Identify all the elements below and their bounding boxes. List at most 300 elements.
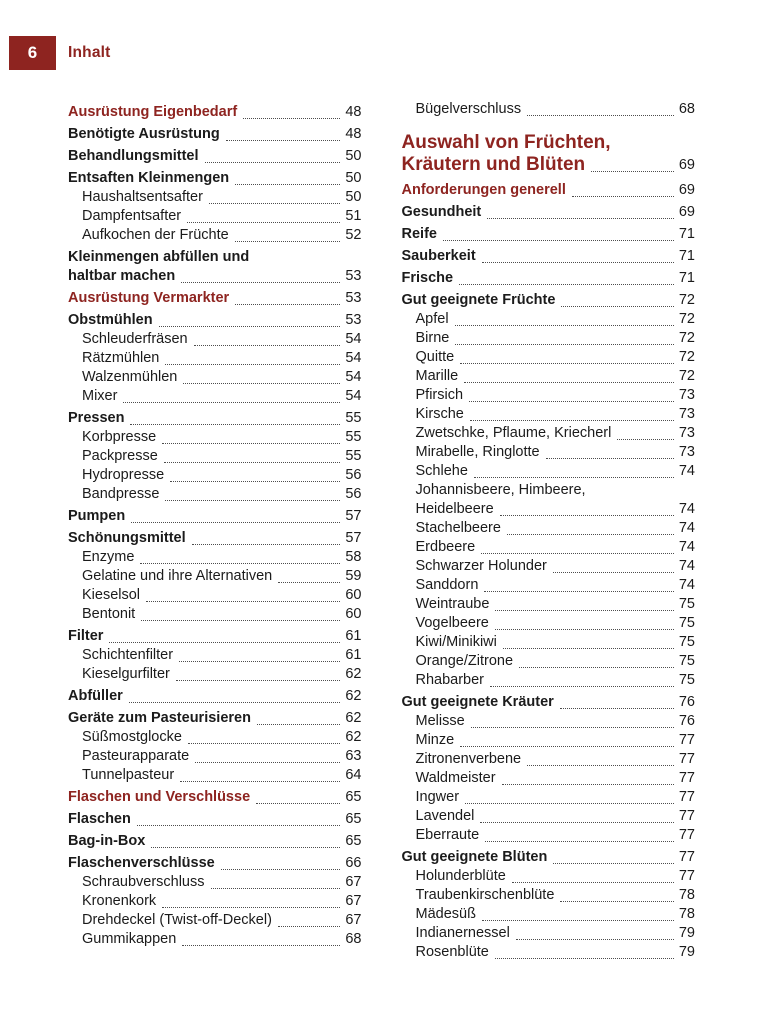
toc-entry — [68, 311, 362, 330]
toc-entry-label: Mädesüß — [415, 906, 476, 922]
toc-entry-row — [416, 905, 696, 924]
dotted-leader — [553, 863, 674, 864]
dotted-leader — [560, 901, 673, 902]
toc-page-number: 56 — [345, 486, 362, 502]
dotted-leader — [195, 762, 340, 763]
dotted-leader — [474, 477, 674, 478]
toc-entry-row — [416, 100, 696, 119]
dotted-leader — [235, 241, 341, 242]
toc-entry-label: Flaschen — [68, 811, 131, 827]
dotted-leader — [226, 140, 341, 141]
toc-entry-label: Walzenmühlen — [82, 369, 178, 385]
toc-columns — [0, 70, 765, 962]
dotted-leader — [146, 601, 340, 602]
dotted-leader — [165, 500, 340, 501]
toc-entry — [402, 132, 696, 176]
toc-entry — [68, 466, 362, 485]
toc-entry — [402, 788, 696, 807]
toc-entry-label: Zwetschke, Pflaume, Kriecherl — [415, 425, 612, 441]
toc-page-number: 62 — [345, 710, 362, 726]
dotted-leader — [131, 522, 340, 523]
toc-entry-label: Quitte — [415, 349, 455, 365]
toc-entry — [402, 712, 696, 731]
toc-page-number: 55 — [345, 410, 362, 426]
toc-page-number: 54 — [345, 369, 362, 385]
toc-entry-row — [82, 646, 362, 665]
toc-page-number: 79 — [678, 944, 695, 960]
toc-page-number: 57 — [345, 530, 362, 546]
page-header — [0, 0, 765, 70]
toc-page-number: 72 — [678, 368, 695, 384]
toc-entry — [68, 687, 362, 706]
dotted-leader — [617, 439, 674, 440]
toc-entry — [68, 646, 362, 665]
dotted-leader — [159, 326, 341, 327]
toc-entry-row — [82, 330, 362, 349]
toc-entry — [402, 924, 696, 943]
toc-page-number: 76 — [678, 694, 695, 710]
toc-page-number: 62 — [345, 688, 362, 704]
toc-entry-label: Drehdeckel (Twist-off-Deckel) — [82, 912, 272, 928]
toc-entry — [68, 930, 362, 949]
toc-entry-label: Pfirsich — [415, 387, 464, 403]
dotted-leader — [495, 629, 674, 630]
toc-entry-label: Reife — [401, 226, 437, 242]
toc-page-number: 77 — [678, 751, 695, 767]
toc-entry — [68, 507, 362, 526]
dotted-leader — [137, 825, 341, 826]
toc-page-number: 71 — [678, 270, 695, 286]
toc-entry — [402, 557, 696, 576]
toc-entry-label: Mixer — [82, 388, 118, 404]
toc-entry — [68, 911, 362, 930]
toc-entry-row — [416, 712, 696, 731]
toc-page-number: 75 — [678, 615, 695, 631]
toc-entry — [68, 627, 362, 646]
toc-entry-row — [416, 826, 696, 845]
toc-page-number: 72 — [678, 292, 695, 308]
toc-entry — [402, 652, 696, 671]
page-number: 6 — [27, 43, 38, 62]
toc-entry-label: Schraubverschluss — [82, 874, 205, 890]
dotted-leader — [490, 686, 674, 687]
toc-entry-label: Indianernessel — [415, 925, 510, 941]
toc-entry-row — [68, 709, 362, 728]
toc-entry-label: Weintraube — [415, 596, 490, 612]
toc-entry-row — [68, 103, 362, 122]
toc-entry — [402, 905, 696, 924]
dotted-leader — [516, 939, 674, 940]
toc-page-number: 69 — [678, 182, 695, 198]
toc-entry-label: Holunderblüte — [415, 868, 506, 884]
toc-page-number: 66 — [345, 855, 362, 871]
toc-page-number: 73 — [678, 444, 695, 460]
toc-entry-row — [402, 181, 696, 200]
toc-page-number: 73 — [678, 406, 695, 422]
toc-entry — [68, 330, 362, 349]
toc-entry — [402, 269, 696, 288]
dotted-leader — [205, 162, 341, 163]
toc-entry-row — [68, 627, 362, 646]
toc-entry-row — [68, 125, 362, 144]
dotted-leader — [561, 306, 673, 307]
toc-page-number: 61 — [345, 628, 362, 644]
toc-entry-row — [82, 930, 362, 949]
toc-page-number: 79 — [678, 925, 695, 941]
toc-entry — [402, 519, 696, 538]
toc-page-number: 68 — [345, 931, 362, 947]
toc-page-number: 61 — [345, 647, 362, 663]
toc-entry-label: Ausrüstung Vermarkter — [68, 290, 230, 306]
toc-entry-row — [82, 226, 362, 245]
dotted-leader — [482, 262, 674, 263]
toc-page-number: 76 — [678, 713, 695, 729]
toc-entry — [68, 409, 362, 428]
toc-entry — [402, 671, 696, 690]
dotted-leader — [443, 240, 674, 241]
toc-entry — [402, 225, 696, 244]
toc-entry-row — [68, 529, 362, 548]
dotted-leader — [469, 401, 674, 402]
toc-entry-label: Hydropresse — [82, 467, 165, 483]
toc-entry — [402, 595, 696, 614]
toc-entry — [68, 529, 362, 548]
dotted-leader — [182, 945, 340, 946]
toc-entry-row — [416, 633, 696, 652]
toc-page-number: 77 — [678, 732, 695, 748]
toc-entry-row — [82, 911, 362, 930]
toc-entry — [68, 368, 362, 387]
toc-entry-row — [416, 595, 696, 614]
toc-entry-row — [68, 289, 362, 308]
toc-entry-label: Aufkochen der Früchte — [82, 227, 229, 243]
toc-entry — [402, 943, 696, 962]
toc-entry-row — [82, 586, 362, 605]
dotted-leader — [235, 304, 340, 305]
toc-entry-label: Erdbeere — [415, 539, 476, 555]
toc-entry-row — [82, 485, 362, 504]
toc-entry-row — [82, 728, 362, 747]
dotted-leader — [165, 364, 340, 365]
toc-entry-row — [402, 291, 696, 310]
toc-entry-row — [416, 807, 696, 826]
toc-page-number: 48 — [345, 126, 362, 142]
toc-entry — [402, 424, 696, 443]
toc-entry-row — [416, 424, 696, 443]
toc-entry-label: Birne — [415, 330, 450, 346]
toc-page-number: 77 — [678, 849, 695, 865]
dotted-leader — [485, 841, 674, 842]
toc-entry-label: Lavendel — [415, 808, 475, 824]
dotted-leader — [460, 746, 674, 747]
toc-page-number: 71 — [678, 226, 695, 242]
dotted-leader — [162, 443, 340, 444]
toc-page-number: 57 — [345, 508, 362, 524]
toc-entry — [68, 766, 362, 785]
dotted-leader — [470, 420, 674, 421]
page-title: Inhalt — [68, 44, 111, 61]
toc-entry-label: Süßmostglocke — [82, 729, 182, 745]
toc-page-number: 74 — [678, 539, 695, 555]
toc-page-number: 48 — [345, 104, 362, 120]
toc-entry-label: Flaschen und Verschlüsse — [68, 789, 251, 805]
dotted-leader — [109, 642, 340, 643]
toc-entry-label: Orange/Zitrone — [415, 653, 514, 669]
dotted-leader — [560, 708, 674, 709]
toc-entry-label: Zitronenverbene — [415, 751, 522, 767]
toc-entry-row — [416, 614, 696, 633]
dotted-leader — [129, 702, 341, 703]
toc-entry — [402, 367, 696, 386]
toc-page-number: 77 — [678, 808, 695, 824]
toc-entry — [402, 348, 696, 367]
dotted-leader — [141, 620, 340, 621]
dotted-leader — [181, 282, 340, 283]
toc-entry-label: Enzyme — [82, 549, 135, 565]
toc-entry — [402, 329, 696, 348]
toc-entry-label: Bentonit — [82, 606, 136, 622]
toc-page-number: 62 — [345, 729, 362, 745]
toc-page-number: 75 — [678, 596, 695, 612]
toc-entry — [402, 443, 696, 462]
dotted-leader — [151, 847, 340, 848]
toc-page-number: 53 — [345, 290, 362, 306]
toc-entry — [68, 854, 362, 873]
toc-entry-label: Filter — [68, 628, 104, 644]
toc-column-left — [68, 100, 362, 962]
toc-entry-row — [402, 203, 696, 222]
toc-entry-row — [82, 548, 362, 567]
toc-entry-label: Melisse — [415, 713, 465, 729]
toc-entry-label: Bag-in-Box — [68, 833, 146, 849]
toc-page-number: 71 — [678, 248, 695, 264]
dotted-leader — [502, 784, 674, 785]
toc-entry — [402, 203, 696, 222]
toc-entry-row — [82, 665, 362, 684]
toc-entry-row — [82, 349, 362, 368]
toc-entry — [402, 405, 696, 424]
toc-entry-label: Obstmühlen — [68, 312, 153, 328]
dotted-leader — [480, 822, 674, 823]
toc-entry-label: Entsaften Kleinmengen — [68, 170, 230, 186]
toc-entry-label: Bandpresse — [82, 486, 160, 502]
toc-entry-row — [416, 462, 696, 481]
toc-page-number: 58 — [345, 549, 362, 565]
toc-entry-label: Schwarzer Holunder — [415, 558, 547, 574]
toc-entry — [402, 848, 696, 867]
toc-entry-row — [416, 671, 696, 690]
toc-page-number: 74 — [678, 558, 695, 574]
toc-entry-label: Haushaltsentsafter — [82, 189, 203, 205]
toc-entry-label: Schichtenfilter — [82, 647, 174, 663]
toc-entry-label: Schlehe — [415, 463, 468, 479]
toc-page-number: 78 — [678, 906, 695, 922]
toc-page-number: 64 — [345, 767, 362, 783]
toc-column-right — [402, 100, 696, 962]
toc-entry-row — [416, 443, 696, 462]
toc-entry-row — [416, 538, 696, 557]
toc-page-number: 72 — [678, 330, 695, 346]
toc-entry-row — [82, 605, 362, 624]
toc-entry-label: Gesundheit — [401, 204, 482, 220]
dotted-leader — [519, 667, 674, 668]
toc-entry — [68, 567, 362, 586]
toc-entry-row — [82, 747, 362, 766]
dotted-leader — [471, 727, 674, 728]
dotted-leader — [278, 582, 340, 583]
toc-page-number: 72 — [678, 349, 695, 365]
dotted-leader — [487, 218, 674, 219]
toc-entry — [68, 665, 362, 684]
dotted-leader — [179, 661, 340, 662]
dotted-leader — [170, 481, 340, 482]
toc-entry-row — [416, 557, 696, 576]
toc-entry-label: Anforderungen generell — [401, 182, 566, 198]
toc-page-number: 54 — [345, 350, 362, 366]
toc-entry-row — [68, 409, 362, 428]
toc-entry — [68, 832, 362, 851]
toc-entry-row — [416, 769, 696, 788]
toc-entry-row — [68, 832, 362, 851]
toc-entry — [68, 810, 362, 829]
toc-entry — [402, 291, 696, 310]
dotted-leader — [162, 907, 340, 908]
toc-entry-row — [68, 169, 362, 188]
toc-entry — [402, 100, 696, 119]
toc-entry-label: Traubenkirschenblüte — [415, 887, 555, 903]
toc-entry — [68, 447, 362, 466]
toc-page-number: 59 — [345, 568, 362, 584]
toc-entry — [402, 614, 696, 633]
toc-page-number: 67 — [345, 893, 362, 909]
dotted-leader — [500, 515, 674, 516]
toc-page-number: 52 — [345, 227, 362, 243]
toc-entry-label: Ausrüstung Eigenbedarf — [68, 104, 238, 120]
toc-entry-label: Eberraute — [415, 827, 480, 843]
toc-page-number: 75 — [678, 653, 695, 669]
dotted-leader — [123, 402, 340, 403]
toc-entry — [68, 709, 362, 728]
dotted-leader — [140, 563, 340, 564]
toc-entry-label: Kirsche — [415, 406, 464, 422]
toc-entry-label: Rhabarber — [415, 672, 485, 688]
toc-page-number: 54 — [345, 388, 362, 404]
toc-entry-row — [82, 766, 362, 785]
toc-entry-row — [416, 405, 696, 424]
toc-page-number: 62 — [345, 666, 362, 682]
toc-page-number: 65 — [345, 789, 362, 805]
toc-entry-label: Packpresse — [82, 448, 158, 464]
toc-page-number: 51 — [345, 208, 362, 224]
dotted-leader — [507, 534, 674, 535]
dotted-leader — [512, 882, 674, 883]
toc-entry-row — [402, 848, 696, 867]
toc-page-number: 50 — [345, 170, 362, 186]
toc-entry-label: Kronenkork — [82, 893, 157, 909]
toc-entry-label: haltbar machen — [68, 268, 176, 284]
dotted-leader — [455, 325, 674, 326]
toc-entry-row — [68, 687, 362, 706]
dotted-leader — [591, 171, 674, 172]
dotted-leader — [235, 184, 340, 185]
toc-entry-label: Gummikappen — [82, 931, 177, 947]
toc-entry-label: Kiwi/Minikiwi — [415, 634, 497, 650]
toc-entry-label: Schönungsmittel — [68, 530, 186, 546]
toc-entry-row — [82, 892, 362, 911]
toc-entry-label: Benötigte Ausrüstung — [68, 126, 220, 142]
toc-entry — [402, 538, 696, 557]
toc-entry-row — [416, 519, 696, 538]
dotted-leader — [278, 926, 340, 927]
dotted-leader — [572, 196, 674, 197]
dotted-leader — [176, 680, 341, 681]
dotted-leader — [459, 284, 674, 285]
toc-page-number: 53 — [345, 268, 362, 284]
toc-entry-label: Marille — [415, 368, 459, 384]
toc-entry-row — [416, 924, 696, 943]
toc-entry-label: Kieselsol — [82, 587, 141, 603]
toc-entry-row — [416, 788, 696, 807]
dotted-leader — [527, 765, 674, 766]
toc-page-number: 77 — [678, 770, 695, 786]
toc-entry-label: Pressen — [68, 410, 125, 426]
dotted-leader — [481, 553, 674, 554]
toc-entry-label: Rätzmühlen — [82, 350, 160, 366]
toc-page-number: 69 — [678, 204, 695, 220]
toc-entry — [402, 386, 696, 405]
toc-entry — [402, 750, 696, 769]
toc-page-number: 78 — [678, 887, 695, 903]
toc-entry — [68, 125, 362, 144]
toc-entry — [402, 310, 696, 329]
toc-page-number: 77 — [678, 789, 695, 805]
toc-entry — [68, 188, 362, 207]
toc-entry — [68, 605, 362, 624]
toc-page-number: 74 — [678, 577, 695, 593]
toc-entry — [68, 892, 362, 911]
toc-entry-row — [416, 367, 696, 386]
dotted-leader — [130, 424, 340, 425]
toc-entry-row — [416, 750, 696, 769]
toc-entry-label: Heidelbeere — [415, 501, 494, 517]
toc-entry — [402, 247, 696, 266]
toc-entry-row — [416, 867, 696, 886]
toc-entry-label: Schleuderfräsen — [82, 331, 188, 347]
toc-entry — [68, 147, 362, 166]
toc-entry-row — [82, 368, 362, 387]
dotted-leader — [221, 869, 341, 870]
toc-page-number: 67 — [345, 912, 362, 928]
toc-entry — [402, 481, 696, 519]
dotted-leader — [257, 724, 340, 725]
toc-entry-label: Korbpresse — [82, 429, 157, 445]
toc-entry-row — [68, 267, 362, 286]
toc-entry-label: Minze — [415, 732, 455, 748]
toc-entry-label: Abfüller — [68, 688, 123, 704]
dotted-leader — [211, 888, 341, 889]
toc-entry — [402, 576, 696, 595]
toc-entry — [68, 226, 362, 245]
toc-entry — [402, 693, 696, 712]
toc-entry-label: Pasteurapparate — [82, 748, 190, 764]
toc-entry-row — [82, 188, 362, 207]
toc-entry-label: Frische — [401, 270, 454, 286]
toc-entry-row — [82, 447, 362, 466]
toc-entry-label: Gelatine und ihre Alternativen — [82, 568, 273, 584]
toc-entry-label: Gut geeignete Früchte — [401, 292, 556, 308]
toc-entry-row — [68, 147, 362, 166]
dotted-leader — [495, 958, 674, 959]
